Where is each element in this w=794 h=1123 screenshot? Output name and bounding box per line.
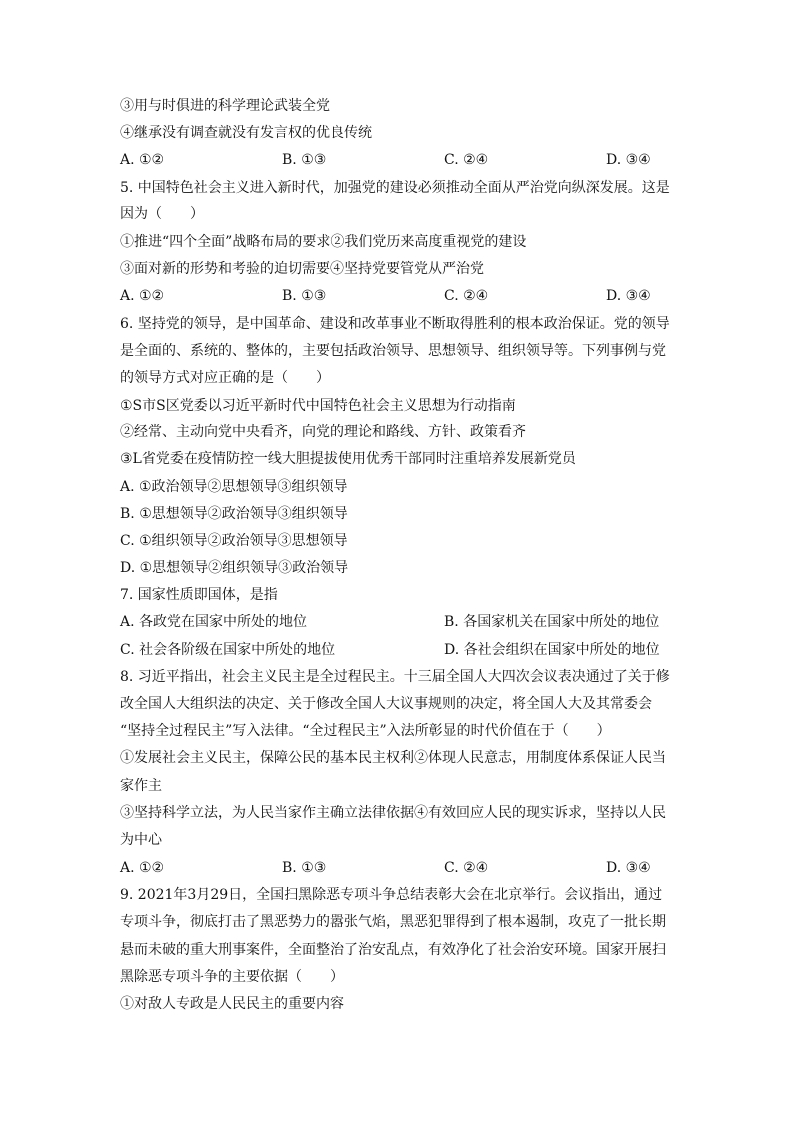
q4-option-d: D. ③④	[606, 152, 651, 168]
q6-stem-line-1: 6. 坚持党的领导，是中国革命、建设和改革事业不断取得胜利的根本政治保证。党的领导	[120, 316, 670, 332]
q4-item-3: ③用与时俱进的科学理论武装全党	[120, 98, 330, 114]
q6-option-b: B. ①思想领导②政治领导③组织领导	[120, 506, 348, 522]
q9-item-1: ①对敌人专政是人民民主的重要内容	[120, 996, 344, 1012]
q4-option-c: C. ②④	[444, 152, 489, 168]
q8-option-b: B. ①③	[282, 860, 327, 876]
q9-stem-line-2: 专项斗争，彻底打击了黑恶势力的嚣张气焰，黑恶犯罪得到了根本遏制，攻克了一批长期	[120, 914, 666, 930]
q5-stem-line-2: 因为（ ）	[120, 206, 204, 222]
q7-option-d: D. 各社会组织在国家中所处的地位	[444, 642, 660, 658]
q5-option-b: B. ①③	[282, 288, 327, 304]
q8-option-a: A. ①②	[120, 860, 165, 876]
q8-stem-line-3: “坚持全过程民主”写入法律。“全过程民主”入法所彰显的时代价值在于（ ）	[120, 723, 611, 739]
q6-stem-line-3: 的领导方式对应正确的是（ ）	[120, 370, 330, 386]
q5-option-c: C. ②④	[444, 288, 489, 304]
q8-items-line-1: ①发展社会主义民主，保障公民的基本民主权利②体现人民意志，用制度体系保证人民当	[120, 750, 666, 766]
q9-stem-line-4: 黑除恶专项斗争的主要依据（ ）	[120, 969, 344, 985]
q5-option-a: A. ①②	[120, 288, 165, 304]
q7-option-a: A. 各政党在国家中所处的地位	[120, 614, 308, 630]
q8-items-line-2: 家作主	[120, 778, 162, 794]
q6-option-c: C. ①组织领导②政治领导③思想领导	[120, 533, 348, 549]
q8-stem-line-2: 改全国人大组织法的决定、关于修改全国人大议事规则的决定，将全国人大及其常委会	[120, 696, 652, 712]
q4-option-b: B. ①③	[282, 152, 327, 168]
q8-stem-line-1: 8. 习近平指出，社会主义民主是全过程民主。十三届全国人大四次会议表决通过了关于修	[120, 669, 670, 685]
q4-option-a: A. ①②	[120, 152, 165, 168]
q6-stem-line-2: 是全面的、系统的、整体的，主要包括政治领导、思想领导、组织领导等。下列事例与党	[120, 343, 666, 359]
q9-stem-line-1: 9. 2021年3月29日，全国扫黑除恶专项斗争总结表彰大会在北京举行。会议指出，通过	[120, 887, 663, 903]
q5-items-line-1: ①推进“四个全面”战略布局的要求②我们党历来高度重视党的建设	[120, 234, 527, 250]
q6-item-2: ②经常、主动向党中央看齐，向党的理论和路线、方针、政策看齐	[120, 424, 526, 440]
q5-items-line-2: ③面对新的形势和考验的迫切需要④坚持党要管党从严治党	[120, 261, 484, 277]
q8-items-line-3: ③坚持科学立法，为人民当家作主确立法律依据④有效回应人民的现实诉求，坚持以人民	[120, 805, 666, 821]
q5-stem-line-1: 5. 中国特色社会主义进入新时代，加强党的建设必须推动全面从严治党向纵深发展。这是	[120, 180, 670, 196]
q8-items-line-4: 为中心	[120, 832, 162, 848]
q9-stem-line-3: 悬而未破的重大刑事案件，全面整治了治安乱点，有效净化了社会治安环境。国家开展扫	[120, 942, 666, 958]
q4-item-4: ④继承没有调查就没有发言权的优良传统	[120, 125, 372, 141]
q7-stem: 7. 国家性质即国体，是指	[120, 587, 278, 603]
q8-option-c: C. ②④	[444, 860, 489, 876]
q6-option-d: D. ①思想领导②组织领导③政治领导	[120, 560, 349, 576]
q7-option-c: C. 社会各阶级在国家中所处的地位	[120, 642, 336, 658]
q6-item-1: ①S市S区党委以习近平新时代中国特色社会主义思想为行动指南	[120, 398, 516, 414]
q5-option-d: D. ③④	[606, 288, 651, 304]
q8-option-d: D. ③④	[606, 860, 651, 876]
q6-option-a: A. ①政治领导②思想领导③组织领导	[120, 479, 348, 495]
q6-item-3: ③L省党委在疫情防控一线大胆提拔使用优秀干部同时注重培养发展新党员	[120, 451, 576, 467]
q7-option-b: B. 各国家机关在国家中所处的地位	[444, 614, 660, 630]
